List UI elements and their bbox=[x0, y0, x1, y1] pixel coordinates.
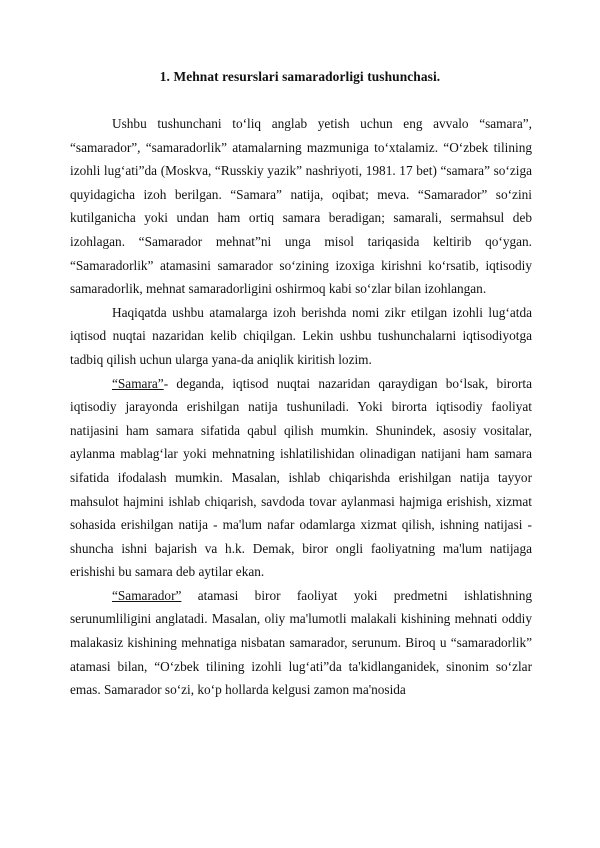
section-title: 1. Mehnat resurslari samaradorligi tushunchasi. bbox=[159, 69, 441, 84]
paragraph-3 bbox=[70, 372, 532, 584]
term-samara: “Samara” bbox=[112, 375, 164, 391]
paragraph-1: Ushbu tushunchani to‘liq anglab yetish uchun eng avvalo “samara”, “samarador”, “samaradorlik” atamalarning mazmuniga to‘xtalamiz. “O‘zbek tilining izohli lug‘ati”da (Moskva, “Russkiy yazik” nashriyoti, 1981. 17 bet) “samara” so‘ziga quyidagicha izoh berilgan. “Samara” natija, oqibat; meva. “Samarador” so‘zini kutilganicha yoki undan ham ortiq samara beradigan; samarali, sermahsul deb izohlagan. “Samarador mehnat”ni unga misol tariqasida keltirib qo‘ygan. “Samaradorlik” atamasini samarador so‘zining izoxiga kirishni ko‘rsatib, iqtisodiy samaradorlik, mehnat samaradorligini oshirmoq kabi so‘zlar bilan izohlangan. bbox=[70, 116, 532, 297]
term-samarador: “Samarador” bbox=[112, 587, 182, 603]
paragraph-4 bbox=[70, 584, 532, 702]
body-text bbox=[70, 112, 532, 702]
paragraph-4-text: atamasi biror faoliyat yoki predmetni ishlatishning serunumliligini anglatadi. Masalan, oliy ma'lumotli malakali kishining mehnati oddiy malakasiz kishining mehnatiga nisbatan samarador, serunum. Biroq u “samaradorlik” atamasi bilan, “O‘zbek tilining izohli lug‘ati”da ta'kidlanganidek, sinonim so‘zlar emas. Samarador so‘zi, ko‘p hollarda kelgusi zamon ma'nosida bbox=[70, 587, 532, 698]
paragraph-3-text: - deganda, iqtisod nuqtai nazaridan qaraydigan bo‘lsak, birorta iqtisodiy jarayonda erishilgan natija tushuniladi. Yoki birorta iqtisodiy faoliyat natijasini ham samara sifatida qabul qilish mumkin. Shunindek, asosiy vositalar, aylanma mablag‘lar yoki mehnatning ishlatilishidan olinadigan natijani ham samara sifatida ifodalash mumkin. Masalan, ishlab chiqarishda erishilgan natija tayyor mahsulot hajmini ishlab chiqarish, savdoda tovar aylanmasi hajmiga erishish, xizmat sohasida erishilgan natija - ma'lum nafar odamlarga xizmat qilish, ishning natijasi - shuncha ishni bajarish va h.k. Demak, biror ongli faoliyatning ma'lum natijaga erishishi bu samara deb aytilar ekan. bbox=[70, 375, 532, 580]
paragraph-2: Haqiqatda ushbu atamalarga izoh berishda nomi zikr etilgan izohli lug‘atda iqtisod nuqtai nazaridan kelib chiqilgan. Lekin ushbu tushunchalarni iqtisodiyotga tadbiq qilish uchun ularga yana-da aniqlik kiritish lozim. bbox=[70, 304, 532, 367]
